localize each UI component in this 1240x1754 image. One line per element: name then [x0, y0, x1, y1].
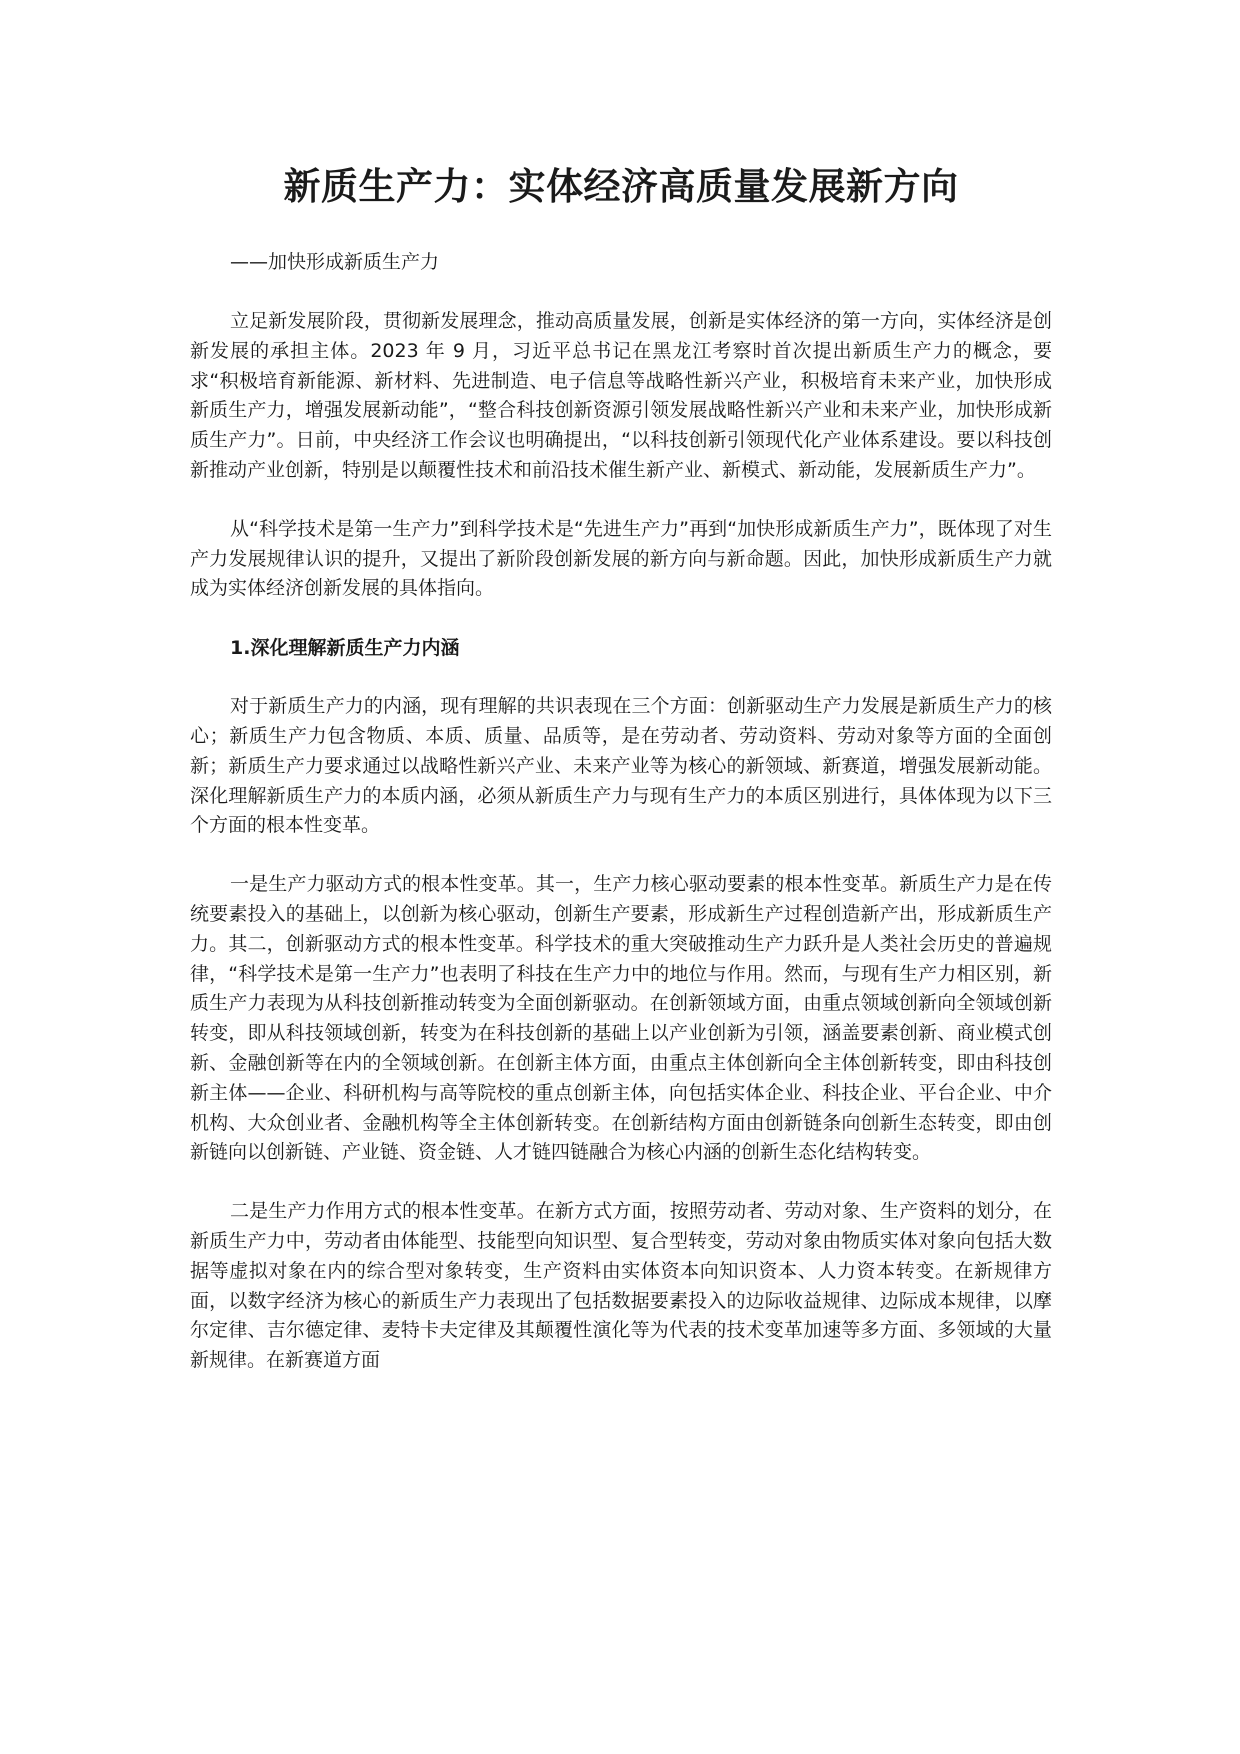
section-paragraph-1: 对于新质生产力的内涵，现有理解的共识表现在三个方面：创新驱动生产力发展是新质生产力的核心；新质生产力包含物质、本质、质量、品质等，是在劳动者、劳动资料、劳动对象等方面的全面创新；新质生产力要求通过以战略性新兴产业、未来产业等为核心的新领域、新赛道，增强发展新动能。深化理解新质生产力的本质内涵，必须从新质生产力与现有生产力的本质区别进行，具体体现为以下三个方面的根本性变革。 — [190, 695, 1052, 837]
intro-paragraph-2: 从“科学技术是第一生产力”到科学技术是“先进生产力”再到“加快形成新质生产力”，既体现了对生产力发展规律认识的提升，又提出了新阶段创新发展的新方向与新命题。因此，加快形成新质生产力就成为实体经济创新发展的具体指向。 — [190, 517, 1052, 600]
section-paragraph-2: 一是生产力驱动方式的根本性变革。其一，生产力核心驱动要素的根本性变革。新质生产力是在传统要素投入的基础上，以创新为核心驱动，创新生产要素，形成新生产过程创造新产出，形成新质生产力。其二，创新驱动方式的根本性变革。科学技术的重大突破推动生产力跃升是人类社会历史的普遍规律，“科学技术是第一生产力”也表明了科技在生产力中的地位与作用。然而，与现有生产力相区别，新质生产力表现为从科技创新推动转变为全面创新驱动。在创新领域方面，由重点领域创新向全领域创新转变，即从科技领域创新，转变为在科技创新的基础上以产业创新为引领，涵盖要素创新、商业模式创新、金融创新等在内的全领域创新。在创新主体方面，由重点主体创新向全主体创新转变，即由科技创新主体——企业、科研机构与高等院校的重点创新主体，向包括实体企业、科技企业、平台企业、中介机构、大众创业者、金融机构等全主体创新转变。在创新结构方面由创新链条向创新生态转变，即由创新链向以创新链、产业链、资金链、人才链四链融合为核心内涵的创新生态化结构转变。 — [190, 873, 1052, 1164]
section-paragraph-3: 二是生产力作用方式的根本性变革。在新方式方面，按照劳动者、劳动对象、生产资料的划分，在新质生产力中，劳动者由体能型、技能型向知识型、复合型转变，劳动对象由物质实体对象向包括大数据等虚拟对象在内的综合型对象转变，生产资料由实体资本向知识资本、人力资本转变。在新规律方面，以数字经济为核心的新质生产力表现出了包括数据要素投入的边际收益规律、边际成本规律，以摩尔定律、吉尔德定律、麦特卡夫定律及其颠覆性演化等为代表的技术变革加速等多方面、多领域的大量新规律。在新赛道方面 — [190, 1200, 1052, 1372]
document-title: 新质生产力：实体经济高质量发展新方向 — [283, 165, 959, 208]
document-page — [190, 160, 1052, 1405]
intro-paragraph-1: 立足新发展阶段，贯彻新发展理念，推动高质量发展，创新是实体经济的第一方向，实体经济是创新发展的承担主体。2023 年 9 月，习近平总书记在黑龙江考察时首次提出新质生产力的概念，要求“积极培育新能源、新材料、先进制造、电子信息等战略性新兴产业，积极培育未来产业，加快形成新质生产力，增强发展新动能”，“整合科技创新资源引领发展战略性新兴产业和未来产业，加快形成新质生产力”。日前，中央经济工作会议也明确提出，“以科技创新引领现代化产业体系建设。要以科技创新推动产业创新，特别是以颠覆性技术和前沿技术催生新产业、新模式、新动能，发展新质生产力”。 — [190, 310, 1052, 481]
section-heading: 1.深化理解新质生产力内涵 — [230, 637, 460, 660]
document-subtitle: ——加快形成新质生产力 — [230, 251, 440, 273]
